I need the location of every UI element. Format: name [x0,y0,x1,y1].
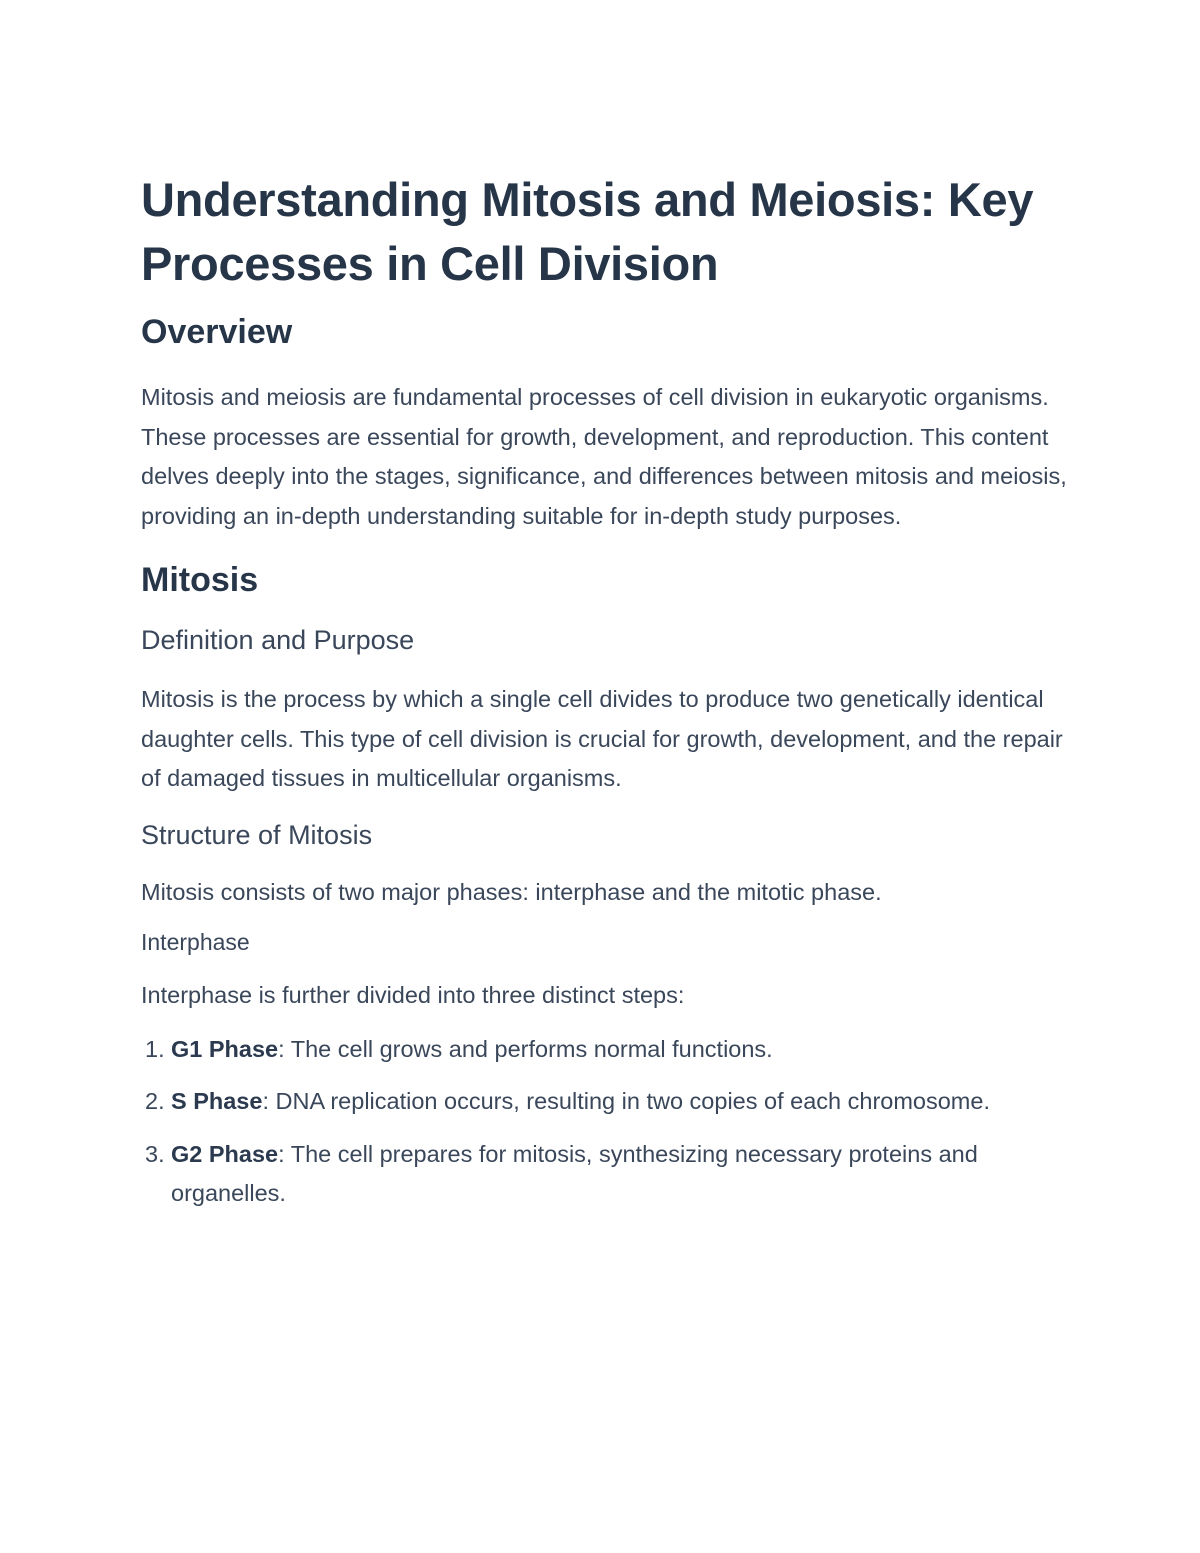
overview-paragraph: Mitosis and meiosis are fundamental processes of cell division in eukaryotic organisms. These processes are essential for growth, development, and reproduction. This content delves deeply into the stages, significance, and differences between mitosis and meiosis, providing an in-depth understanding suitable for in-depth study purposes. [141,384,1067,529]
list-item [141,1030,1071,1070]
mitosis-heading: Mitosis [141,561,259,599]
interphase-heading: Interphase [141,929,250,955]
document-page [141,168,1071,1227]
list-item [141,1135,1071,1214]
page-title: Understanding Mitosis and Meiosis: Key Processes in Cell Division [141,173,1034,290]
list-item-text: : DNA replication occurs, resulting in two copies of each chromosome. [262,1088,990,1114]
interphase-steps-list [141,1030,1071,1214]
list-item-term: S Phase [171,1088,263,1114]
definition-heading: Definition and Purpose [141,625,415,655]
structure-heading: Structure of Mitosis [141,819,373,850]
list-item-number: 3. [145,1140,165,1167]
overview-heading: Overview [141,313,293,351]
definition-paragraph: Mitosis is the process by which a single cell divides to produce two genetically identical daughter cells. This type of cell division is crucial for growth, development, and the repair of damaged tissues in multicellular organisms. [141,686,1063,791]
list-item [141,1082,1071,1122]
interphase-intro: Interphase is further divided into three distinct steps: [141,982,685,1008]
list-item-number: 2. [145,1088,165,1114]
list-item-text: : The cell prepares for mitosis, synthesizing necessary proteins and organelles. [171,1140,978,1206]
list-item-term: G2 Phase [171,1140,279,1167]
list-item-term: G1 Phase [171,1035,279,1062]
structure-paragraph: Mitosis consists of two major phases: interphase and the mitotic phase. [141,878,882,905]
list-item-text: : The cell grows and performs normal functions. [278,1035,773,1062]
list-item-number: 1. [145,1035,165,1062]
